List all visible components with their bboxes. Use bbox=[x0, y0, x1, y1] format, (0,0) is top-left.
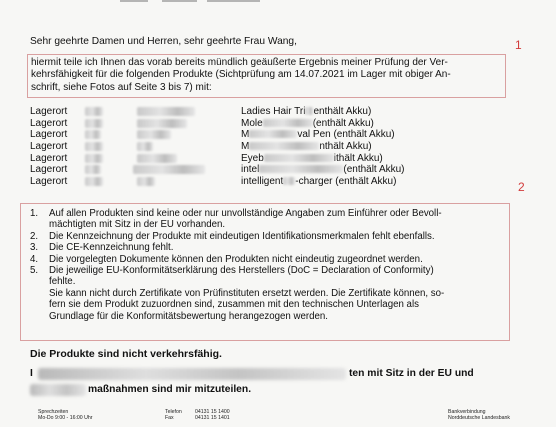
footer-bank: Bankverbindung Norddeutsche Landesbank bbox=[448, 409, 511, 421]
item-product-name: intel (enthält Akku) bbox=[241, 164, 405, 176]
redacted-location bbox=[85, 165, 101, 174]
redacted-article-number bbox=[137, 177, 155, 186]
item-product-name: M val Pen (enthält Akku) bbox=[241, 129, 395, 141]
redacted-location bbox=[85, 119, 103, 128]
findings-note-line: fern sie dem Produkt zuzuordnen sind, zusammen mit den technischen Unterlagen als bbox=[49, 299, 419, 311]
list-item bbox=[30, 118, 430, 130]
item-product-name: Ladies Hair Tri enthält Akku) bbox=[241, 106, 372, 117]
closing-line: maßnahmen sind mir mitzuteilen. bbox=[30, 384, 510, 397]
list-item bbox=[30, 129, 430, 141]
item-location-label: Lagerort bbox=[30, 164, 68, 176]
redacted-article-number bbox=[137, 142, 153, 151]
list-item bbox=[30, 176, 430, 188]
list-item: 4. Die vorgelegten Dokumente können den Produkten nicht eindeutig zugeordnet werden. bbox=[30, 253, 423, 265]
footer-contact: Telefon 04131 15 1400 Fax 04131 15 1401 bbox=[165, 409, 230, 421]
list-item bbox=[30, 164, 430, 176]
redacted-article-number bbox=[133, 165, 205, 174]
redacted-text bbox=[38, 368, 346, 380]
item-product-name: Eyeb ithält Akku) bbox=[241, 152, 383, 164]
list-item: 3. Die CE-Kennzeichnung fehlt. bbox=[30, 242, 174, 254]
annotation-marker-1: 1 bbox=[515, 38, 522, 52]
item-location-label: Lagerort bbox=[30, 152, 68, 164]
redacted-article-number bbox=[137, 107, 195, 116]
salutation: Sehr geehrte Damen und Herren, sehr geehrte Frau Wang, bbox=[30, 36, 297, 47]
cut-off-header bbox=[120, 0, 260, 2]
redacted-location bbox=[85, 154, 103, 163]
intro-line: hiermit teile ich Ihnen das vorab bereits mündlich geäußerte Ergebnis meiner Prüfung der Ver- bbox=[31, 57, 448, 68]
redacted-location bbox=[85, 177, 103, 186]
item-product-name: Mole (enthält Akku) bbox=[241, 117, 374, 129]
list-item bbox=[30, 153, 430, 165]
redacted-location bbox=[85, 142, 103, 151]
annotation-marker-2: 2 bbox=[518, 180, 525, 194]
redacted-article-number bbox=[137, 154, 177, 163]
item-location-label: Lagerort bbox=[30, 117, 68, 129]
intro-line: kehrsfähigkeit für die folgenden Produkte (Sichtprüfung am 14.07.2021 im Lager mit obiger An- bbox=[31, 69, 451, 81]
item-product-name: intelligent -charger (enthält Akku) bbox=[241, 176, 397, 188]
findings-list bbox=[30, 208, 505, 322]
list-item bbox=[30, 106, 430, 118]
findings-note-line: Grundlage für die Konformitätsbewertung herangezogen werden. bbox=[49, 310, 328, 322]
footer-hours: Sprechzeiten Mo-Do 9:00 - 16:00 Uhr bbox=[38, 409, 93, 421]
item-product-name: M nthält Akku) bbox=[241, 141, 372, 153]
item-location-label: Lagerort bbox=[30, 141, 68, 153]
closing-paragraph bbox=[30, 368, 510, 397]
list-item: 1. Auf allen Produkten sind keine oder nur unvollständige Angaben zum Einführer oder Bevoll- mächtigten mit Sitz in der EU vorhanden. bbox=[30, 208, 442, 231]
item-location-label: Lagerort bbox=[30, 106, 68, 117]
item-location-label: Lagerort bbox=[30, 129, 68, 141]
list-item: 2. Die Kennzeichnung der Produkte mit eindeutigen Identifikationsmerkmalen fehlt ebenfalls. bbox=[30, 230, 435, 242]
redacted-location bbox=[85, 107, 103, 116]
redacted-text bbox=[30, 384, 86, 396]
intro-line: schrift, siehe Fotos auf Seite 3 bis 7) mit: bbox=[31, 81, 212, 93]
redacted-article-number bbox=[137, 130, 171, 139]
redacted-article-number bbox=[137, 119, 187, 128]
item-location-label: Lagerort bbox=[30, 176, 68, 188]
findings-note-line: Sie kann nicht durch Zertifikate von Prüfinstituten ersetzt werden. Die Zertifikate können, so- bbox=[49, 287, 445, 299]
list-item: 5. Die jeweilige EU-Konformitätserklärung des Herstellers (DoC = Declaration of Conformity) fehlte. Sie kann nicht durch Zertifikate von Prüfinstituten ersetzt werden. Die Zertifikate können, so- fern sie dem Produkt zuzuordnen sind, zusammen mit den technischen Unterlagen als Grundlage für die Konformitätsbewertung herangezogen werden. bbox=[30, 265, 505, 322]
intro-paragraph bbox=[31, 57, 501, 94]
product-list bbox=[30, 106, 430, 188]
list-item bbox=[30, 141, 430, 153]
verdict: Die Produkte sind nicht verkehrsfähig. bbox=[30, 348, 222, 360]
redacted-location bbox=[85, 130, 101, 139]
closing-line: I ten mit Sitz in der EU und bbox=[30, 368, 474, 379]
